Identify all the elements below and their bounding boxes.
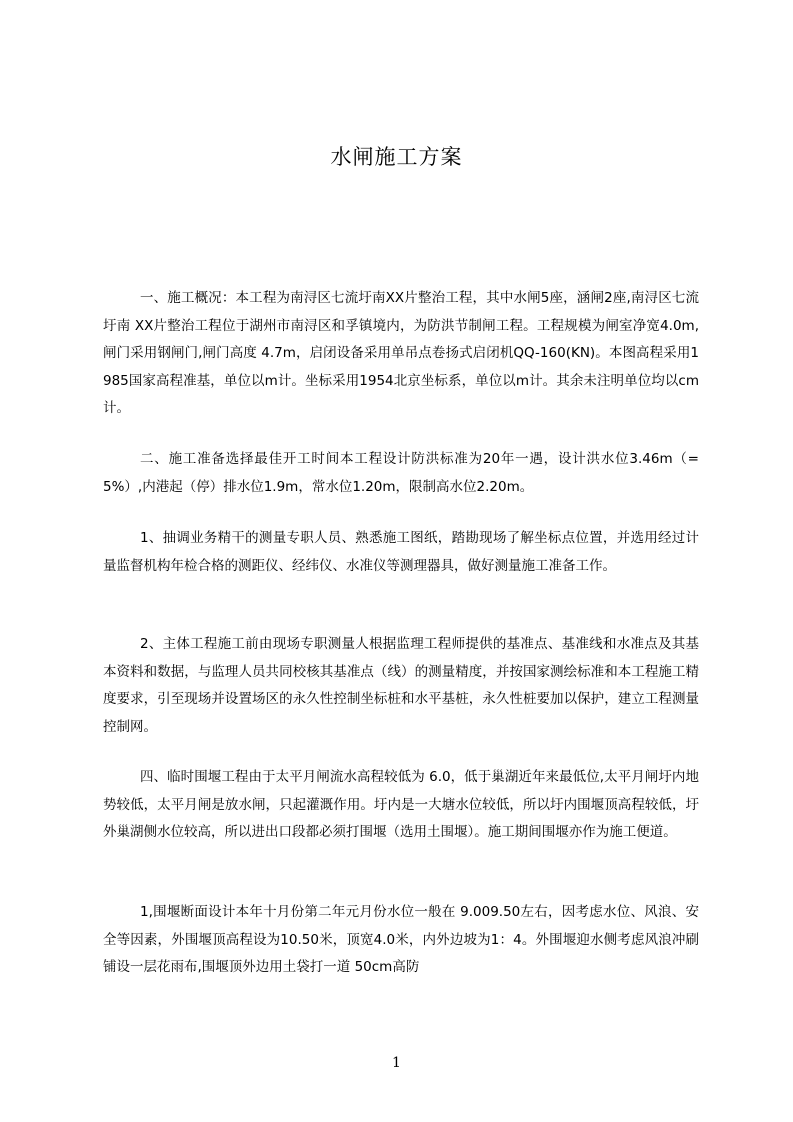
paragraph-survey-control: 2、主体工程施工前由现场专职测量人根据监理工程师提供的基准点、基准线和水准点及其基本资料和数据，与监理人员共同校核其基准点（线）的测量精度，并按国家测绘标准和本工程施工精度要求，引至现场并设置场区的永久性控制坐标桩和水平基桩，永久性桩要加以保护，建立工程测量控制网。 (103, 636, 699, 735)
page-number: 1 (392, 1055, 401, 1071)
document-title: 水闸施工方案 (330, 145, 463, 169)
paragraph-temporary-cofferdam: 四、临时围堰工程由于太平月闸流水高程较低为 6.0，低于巢湖近年来最低位,太平月闸圩内地势较低，太平月闸是放水闸，只起灌溉作用。圩内是一大塘水位较低，所以圩内围堰顶高程较低，圩外巢湖侧水位较高，所以进出口段都必须打围堰（选用土围堰）。施工期间围堰亦作为施工便道。 (103, 769, 699, 840)
paragraph-survey-staff: 1、抽调业务精干的测量专职人员、熟悉施工图纸，踏勘现场了解坐标点位置，并选用经过计量监督机构年检合格的测距仪、经纬仪、水准仪等测理器具，做好测量施工准备工作。 (103, 530, 699, 574)
paragraph-cofferdam-section-design: 1,围堰断面设计本年十月份第二年元月份水位一般在 9.009.50左右，因考虑水位、风浪、安全等因素，外围堰顶高程设为10.50米，顶宽4.0米，内外边坡为1：4。外围堰迎水侧考虑风浪冲刷铺设一层花雨布,围堰顶外边用土袋打一道 50cm高防 (103, 904, 699, 975)
paragraph-construction-preparation: 二、施工准备选择最佳开工时间本工程设计防洪标准为20年一遇，设计洪水位3.46m（=5%）,内港起（停）排水位1.9m，常水位1.20m，限制高水位2.20m。 (103, 451, 699, 495)
paragraph-project-overview: 一、施工概况：本工程为南浔区七流圩南XX片整治工程，其中水闸5座，涵闸2座,南浔区七流圩南 XX片整治工程位于湖州市南浔区和孚镇境内，为防洪节制闸工程。工程规模为闸室净宽4.0m,闸门采用钢闸门,闸门高度 4.7m，启闭设备采用单吊点卷扬式启闭机QQ-160(KN)。本图高程采用1985国家高程准基，单位以m计。坐标采用1954北京坐标系，单位以m计。其余未注明单位均以cm计。 (103, 290, 699, 416)
